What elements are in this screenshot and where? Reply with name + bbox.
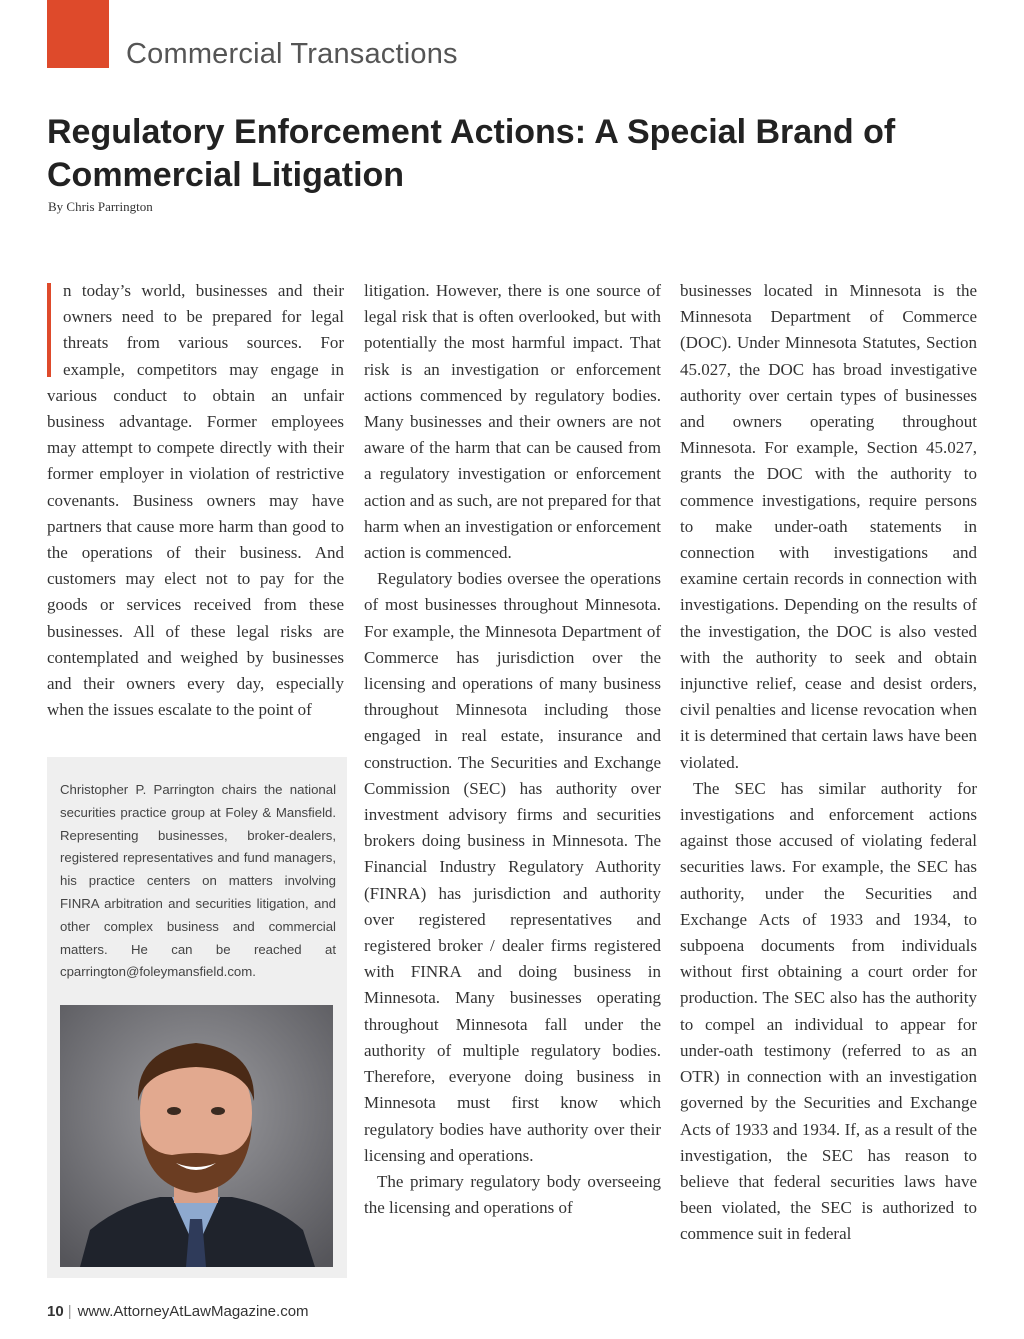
article-title: Regulatory Enforcement Actions: A Special Brand of Commercial Litigation (47, 113, 896, 194)
author-sidebar (47, 757, 347, 1278)
section-accent-block (47, 0, 109, 68)
author-bio: Christopher P. Parrington chairs the national securities practice group at Foley & Mansfield. Representing businesses, broker-dealers, registered representatives and fund managers, his practice centers on matters involving FINRA arbitration and securities litigation, and other complex business and commercial matters. He can be reached at cparrington@foleymansfield.com. (60, 782, 336, 980)
article-column-1 (47, 278, 344, 723)
paragraph: litigation. However, there is one source of legal risk that is often overlooked, but with potentially the most harmful impact. That risk is an investigation or enforcement actions commenced by regulatory bodies. Many businesses and their owners are not aware of the harm that can be caused from a regulatory investigation or enforcement action and as such, are not prepared for that harm when an investigation or enforcement action is commenced. (364, 281, 661, 563)
paragraph: n today’s world, businesses and their owners need to be prepared for legal threats from various sources. For example, competitors may engage in various conduct to obtain an unfair business advantage. Former employees may attempt to compete directly with their former employer in violation of restrictive covenants. Business owners may have partners that cause more harm than good to the operations of their business. And customers may elect not to pay for the goods or services received from these businesses. All of these legal risks are contemplated and weighed by businesses and their owners every day, especially when the issues escalate to the point of (47, 281, 344, 720)
paragraph: The SEC has similar authority for investigations and enforcement actions against those accused of violating federal securities laws. For example, the SEC has authority, under the Securities and Exchange Acts of 1933 and 1934, to subpoena documents from individuals without first obtaining a court order for production. The SEC also has the authority to compel an individual to appear for under-oath testimony (referred to as an OTR) in connection with an investigation governed by the Securities and Exchange Acts of 1933 and 1934. If, as a result of the investigation, the SEC has reason to believe that federal securities laws have been violated, the SEC is authorized to commence suit in federal (680, 778, 977, 1244)
footer-site-link[interactable]: www.AttorneyAtLawMagazine.com (77, 1303, 309, 1320)
page-number: 10 (47, 1303, 64, 1320)
author-photo (60, 1005, 333, 1267)
page-footer (47, 1303, 309, 1320)
paragraph: businesses located in Minnesota is the Minnesota Department of Commerce (DOC). Under Minnesota Statutes, Section 45.027, the DOC has broad investigative authority over certain types of businesses and owners operating throughout Minnesota. For example, Section 45.027, grants the DOC with the authority to commence investigations, require persons to make under-oath statements in connection with investigations and examine certain records in connection with investigations. Depending on the results of the investigation, the DOC is also vested with the authority to seek and obtain injunctive relief, cease and desist orders, civil penalties and license revocation when it is determined that certain laws have been violated. (680, 281, 977, 772)
section-label: Commercial Transactions (126, 38, 458, 70)
drop-cap-i (47, 283, 51, 377)
article-byline: By Chris Parrington (48, 199, 153, 214)
article-column-2 (364, 278, 661, 1221)
article-column-3 (680, 278, 977, 1248)
footer-separator: | (67, 1303, 72, 1320)
author-portrait-icon (60, 1005, 333, 1267)
paragraph: The primary regulatory body overseeing the licensing and operations of (364, 1171, 661, 1218)
paragraph: Regulatory bodies oversee the operations of most businesses throughout Minnesota. For example, the Minnesota Department of Commerce has jurisdiction over the licensing and operations of many business throughout Minnesota including those engaged in real estate, insurance and construction. The Securities and Exchange Commission (SEC) has authority over investment advisory firms and securities brokers doing business in Minnesota. The Financial Industry Regulatory Authority (FINRA) has jurisdiction and authority over registered representatives and registered broker / dealer firms registered with FINRA and doing business in Minnesota. Many businesses operating throughout Minnesota fall under the authority of multiple regulatory bodies. Therefore, everyone doing business in Minnesota must first know which regulatory bodies have authority over their licensing and operations. (364, 569, 661, 1165)
